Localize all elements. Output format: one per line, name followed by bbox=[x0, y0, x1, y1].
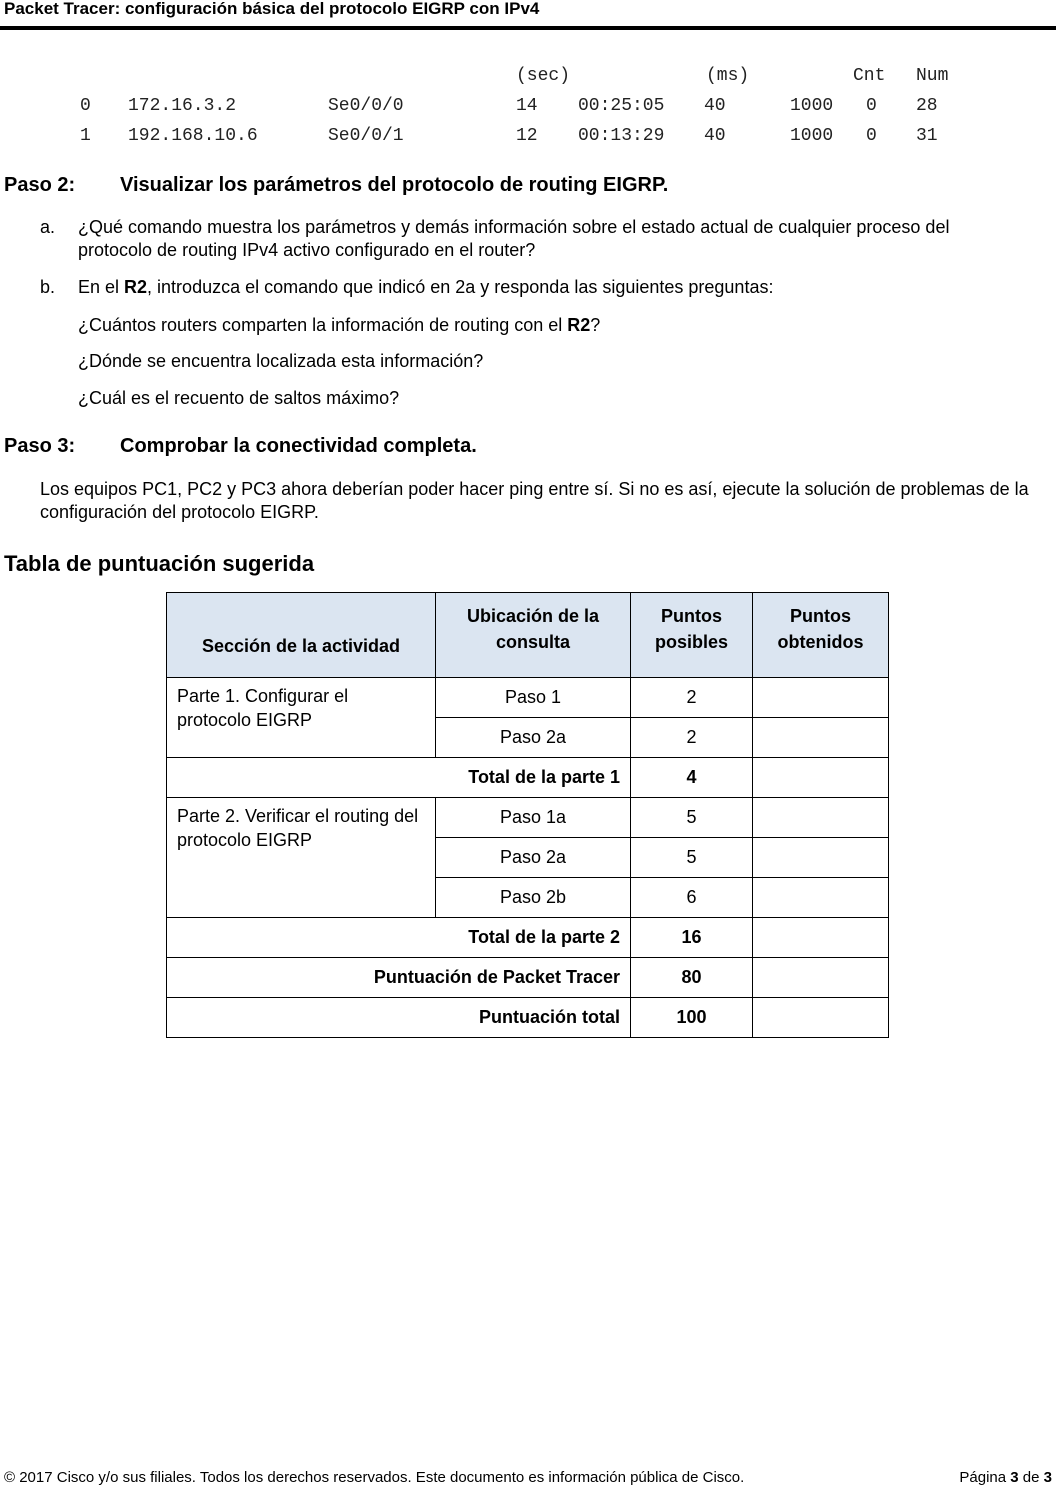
step-3-text: Los equipos PC1, PC2 y PC3 ahora deberían poder hacer ping entre sí. Si no es así, ejecute la solución de problemas de la configuración del protocolo EIGRP. bbox=[40, 479, 1029, 522]
table-row bbox=[167, 798, 889, 838]
num-header: Num bbox=[916, 66, 949, 86]
current-page: 3 bbox=[1010, 1469, 1019, 1486]
neighbor-hold: 14 bbox=[516, 96, 538, 116]
total-points: 80 bbox=[631, 958, 753, 998]
points-cell: 2 bbox=[631, 678, 753, 718]
item-text bbox=[78, 276, 1018, 299]
item-letter: a. bbox=[40, 217, 56, 237]
neighbor-row bbox=[80, 124, 938, 154]
text-segment: ¿Cuántos routers comparten la información de routing con el bbox=[78, 315, 568, 335]
total-row bbox=[167, 998, 889, 1038]
location-cell: Paso 1 bbox=[436, 678, 631, 718]
eigrp-neighbor-output bbox=[80, 64, 949, 154]
neighbor-row bbox=[80, 94, 938, 124]
total-label: Puntuación de Packet Tracer bbox=[167, 958, 631, 998]
question-b1 bbox=[78, 314, 600, 337]
question-b2: ¿Dónde se encuentra localizada esta información? bbox=[78, 351, 484, 371]
text-segment: En el bbox=[78, 277, 125, 297]
text-segment: de bbox=[1018, 1469, 1044, 1486]
total-label: Total de la parte 1 bbox=[167, 758, 631, 798]
location-cell: Paso 2b bbox=[436, 878, 631, 918]
router-name: R2 bbox=[124, 277, 148, 297]
hold-unit: (sec) bbox=[516, 66, 571, 86]
score-table-heading: Tabla de puntuación sugerida bbox=[4, 551, 315, 576]
neighbor-srtt: 40 bbox=[704, 126, 726, 146]
total-points: 4 bbox=[631, 758, 753, 798]
total-pages: 3 bbox=[1043, 1469, 1052, 1486]
total-row bbox=[167, 758, 889, 798]
earned-cell bbox=[753, 998, 889, 1038]
neighbor-q: 0 bbox=[866, 96, 877, 116]
column-header: Sección de la actividad bbox=[167, 593, 436, 678]
points-cell: 5 bbox=[631, 798, 753, 838]
neighbor-interface: Se0/0/1 bbox=[328, 126, 404, 146]
total-points: 100 bbox=[631, 998, 753, 1038]
earned-cell bbox=[753, 838, 889, 878]
copyright-text: © 2017 Cisco y/o sus filiales. Todos los derechos reservados. Este documento es información pública de Cisco. bbox=[4, 1469, 745, 1486]
total-points: 16 bbox=[631, 918, 753, 958]
neighbor-uptime: 00:25:05 bbox=[578, 96, 665, 116]
location-cell: Paso 2a bbox=[436, 838, 631, 878]
table-header-row bbox=[167, 593, 889, 678]
total-label: Puntuación total bbox=[167, 998, 631, 1038]
step-number: Paso 3: bbox=[4, 435, 76, 457]
neighbor-srtt: 40 bbox=[704, 96, 726, 116]
points-cell: 6 bbox=[631, 878, 753, 918]
points-cell: 2 bbox=[631, 718, 753, 758]
document-title: Packet Tracer: configuración básica del protocolo EIGRP con IPv4 bbox=[4, 0, 540, 18]
column-header: Puntos obtenidos bbox=[753, 593, 889, 678]
text-segment: Página bbox=[959, 1469, 1011, 1486]
router-name: R2 bbox=[567, 315, 591, 335]
item-text: ¿Qué comando muestra los parámetros y demás información sobre el estado actual de cualquier proceso del protocolo de routing IPv4 activo configurado en el router? bbox=[78, 217, 950, 260]
earned-cell bbox=[753, 758, 889, 798]
page-header bbox=[0, 0, 1056, 30]
neighbor-seq: 31 bbox=[916, 126, 938, 146]
section-cell: Parte 1. Configurar el protocolo EIGRP bbox=[167, 678, 436, 758]
neighbor-interface: Se0/0/0 bbox=[328, 96, 404, 116]
column-header: Ubicación de la consulta bbox=[436, 593, 631, 678]
table-row bbox=[167, 678, 889, 718]
total-row bbox=[167, 918, 889, 958]
output-header-line bbox=[80, 64, 949, 94]
srtt-unit: (ms) bbox=[706, 66, 750, 86]
location-cell: Paso 1a bbox=[436, 798, 631, 838]
section-cell: Parte 2. Verificar el routing del protocolo EIGRP bbox=[167, 798, 436, 918]
page-number bbox=[959, 1469, 1052, 1486]
column-header: Puntos posibles bbox=[631, 593, 753, 678]
neighbor-address: 192.168.10.6 bbox=[128, 126, 258, 146]
points-cell: 5 bbox=[631, 838, 753, 878]
step-title: Comprobar la conectividad completa. bbox=[120, 435, 477, 457]
neighbor-uptime: 00:13:29 bbox=[578, 126, 665, 146]
neighbor-hold: 12 bbox=[516, 126, 538, 146]
earned-cell bbox=[753, 878, 889, 918]
neighbor-q: 0 bbox=[866, 126, 877, 146]
neighbor-rto: 1000 bbox=[790, 96, 834, 116]
earned-cell bbox=[753, 718, 889, 758]
step-number: Paso 2: bbox=[4, 174, 76, 196]
earned-cell bbox=[753, 958, 889, 998]
cnt-header: Cnt bbox=[853, 66, 886, 86]
location-cell: Paso 2a bbox=[436, 718, 631, 758]
step-title: Visualizar los parámetros del protocolo de routing EIGRP. bbox=[120, 174, 669, 196]
neighbor-h: 0 bbox=[80, 96, 91, 116]
score-table bbox=[166, 592, 889, 1038]
total-label: Total de la parte 2 bbox=[167, 918, 631, 958]
earned-cell bbox=[753, 798, 889, 838]
neighbor-h: 1 bbox=[80, 126, 91, 146]
neighbor-seq: 28 bbox=[916, 96, 938, 116]
text-segment: ? bbox=[590, 315, 601, 335]
earned-cell bbox=[753, 678, 889, 718]
neighbor-rto: 1000 bbox=[790, 126, 834, 146]
question-b3: ¿Cuál es el recuento de saltos máximo? bbox=[78, 388, 400, 408]
neighbor-address: 172.16.3.2 bbox=[128, 96, 237, 116]
item-letter: b. bbox=[40, 277, 56, 297]
total-row bbox=[167, 958, 889, 998]
earned-cell bbox=[753, 918, 889, 958]
text-segment: , introduzca el comando que indicó en 2a y responda las siguientes preguntas: bbox=[147, 277, 774, 297]
